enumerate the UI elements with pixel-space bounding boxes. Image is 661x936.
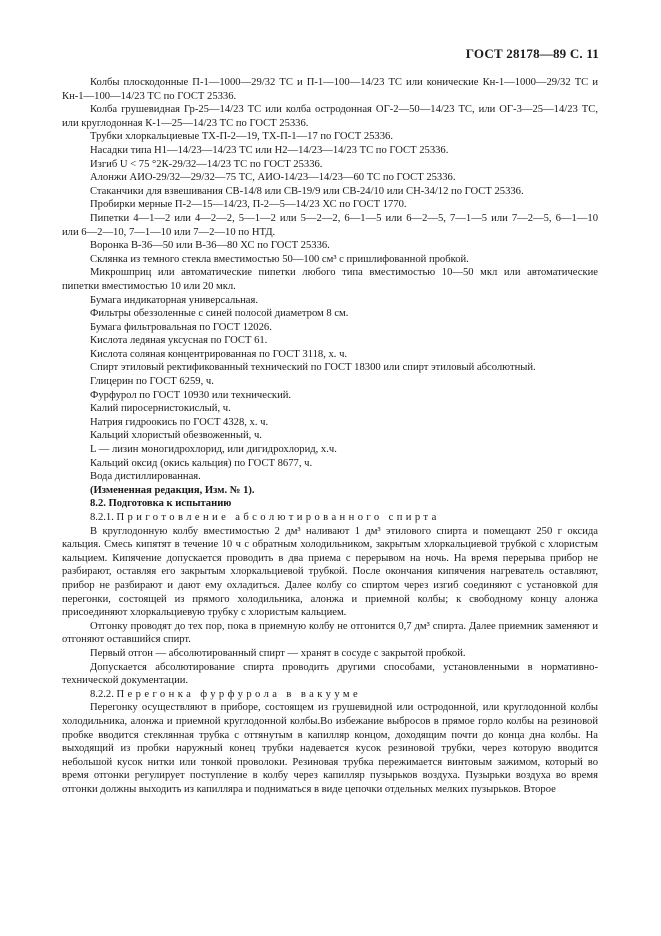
section-heading bbox=[62, 688, 598, 702]
page-header: ГОСТ 28178—89 С. 11 bbox=[465, 46, 599, 61]
paragraph: Калий пиросернистокислый, ч. bbox=[90, 403, 231, 415]
paragraph: Кислота ледяная уксусная по ГОСТ 61. bbox=[90, 335, 268, 347]
paragraph: Пробирки мерные П-2—15—14/23, П-2—5—14/23 ХС по ГОСТ 1770. bbox=[90, 199, 407, 211]
paragraph: Бумага фильтровальная по ГОСТ 12026. bbox=[90, 321, 272, 333]
paragraph: Кальций оксид (окись кальция) по ГОСТ 8677, ч. bbox=[90, 457, 313, 469]
paragraph: Изгиб U < 75 °2К-29/32—14/23 ТС по ГОСТ 25336. bbox=[90, 158, 323, 170]
paragraph: Допускается абсолютирование спирта проводить другими способами, установленными в нормативно-технической документации. bbox=[62, 661, 598, 687]
paragraph: Отгонку проводят до тех пор, пока в приемную колбу не отгонится 0,7 дм³ спирта. Далее приемник заменяют и отгоняют оставшийся спирт. bbox=[62, 620, 598, 646]
paragraph: Микрошприц или автоматические пипетки любого типа вместимостью 10—50 мкл или автоматические пипетки вместимостью 10 или 20 мкл. bbox=[62, 267, 598, 292]
document-body bbox=[62, 76, 598, 796]
paragraph: Фурфурол по ГОСТ 10930 или технический. bbox=[90, 389, 292, 401]
paragraph: Склянка из темного стекла вместимостью 50—100 см³ с пришлифованной пробкой. bbox=[90, 253, 469, 265]
paragraph: Первый отгон — абсолютированный спирт — хранят в сосуде с закрытой пробкой. bbox=[90, 647, 466, 659]
paragraph: Воронка В-36—50 или В-36—80 ХС по ГОСТ 25336. bbox=[90, 240, 330, 252]
paragraph: В круглодонную колбу вместимостью 2 дм³ наливают 1 дм³ этилового спирта и помещают 250 г оксида кальция. Смесь кипятят в течение 10 ч с обратным холодильником, закрытым хлоркальциевой трубкой с хлористым кальцием. Кипячение допускается проводить в два приема с перерывом на ночь. На время перерыва прибор не разбирают, оставляя его закрытым хлоркальциевой трубкой. После окончания кипячения нагреватель оставляют, прибор не разбирают и дают ему охладиться. Далее колбу со спиртом через изгиб соединяют с установкой для перегонки, состоящей из прямого холодильника, алонжа и приемной колбы; к свободному концу алонжа присоединяют хлоркальциевую трубку с хлористым кальцием. bbox=[62, 525, 598, 619]
paragraph: Бумага индикаторная универсальная. bbox=[90, 294, 259, 306]
paragraph: 8.2. Подготовка к испытанию bbox=[90, 498, 232, 510]
paragraph: Перегонку осуществляют в приборе, состоящем из грушевидной или остродонной, или круглодонной колбы холодильника, алонжа и приемной круглодонной колбы.Во избежание выбросов в прямое горло колбы на резиновой пробке вводится стеклянная трубка с оттянутым в капилляр концом, доходящим почти до конца дна колбы. На выходящий из пробки наружный конец трубки надевается кусок резиновой трубки, через которую вводится небольшой кусок нитки или тонкой проволоки. Резиновая трубка пережимается винтовым зажимом, который во время отгонки регулирует поступление в колбу через капилляр пузырьков воздуха. Пузырьки воздуха во время отгонки должны выходить из капилляра и подниматься в виде цепочки отдельных мелких пузырьков. Второе bbox=[62, 702, 598, 795]
paragraph: Натрия гидроокись по ГОСТ 4328, х. ч. bbox=[90, 416, 269, 428]
paragraph: Трубки хлоркальциевые ТХ-П-2—19, ТХ-П-1—17 по ГОСТ 25336. bbox=[90, 131, 393, 143]
section-number: 8.2.1. bbox=[90, 512, 114, 523]
paragraph: Алонжи АИО-29/32—29/32—75 ТС, АИО-14/23—14/23—60 ТС по ГОСТ 25336. bbox=[90, 172, 456, 184]
paragraph: Стаканчики для взвешивания СВ-14/8 или СВ-19/9 или СВ-24/10 или СН-34/12 по ГОСТ 25336. bbox=[90, 185, 524, 197]
paragraph: Кислота соляная концентрированная по ГОСТ 3118, х. ч. bbox=[90, 348, 348, 360]
paragraph: L — лизин моногидрохлорид, или дигидрохлорид, х.ч. bbox=[90, 444, 337, 456]
paragraph: Кальций хлористый обезвоженный, ч. bbox=[90, 430, 262, 442]
paragraph: Вода дистиллированная. bbox=[90, 471, 201, 483]
paragraph: (Измененная редакция, Изм. № 1). bbox=[90, 484, 255, 496]
paragraph: Пипетки 4—1—2 или 4—2—2, 5—1—2 или 5—2—2, 6—1—5 или 6—2—5, 7—1—5 или 7—2—5, 6—1—10 или 6—2—10, 7—1—10 или 7—2—10 по НТД. bbox=[62, 212, 598, 238]
paragraph: Насадки типа Н1—14/23—14/23 ТС или Н2—14/23—14/23 ТС по ГОСТ 25336. bbox=[90, 144, 449, 156]
section-title: Перегонка фурфурола в вакууме bbox=[116, 688, 362, 700]
paragraph: Фильтры обеззоленные с синей полосой диаметром 8 см. bbox=[90, 308, 349, 320]
section-title: Приготовление абсолютированного спирта bbox=[116, 512, 440, 523]
paragraph: Спирт этиловый ректификованный технический по ГОСТ 18300 или спирт этиловый абсолютный. bbox=[90, 362, 536, 374]
section-heading bbox=[62, 511, 598, 525]
section-number: 8.2.2. bbox=[90, 688, 114, 700]
paragraph: Колбы плоскодонные П-1—1000—29/32 ТС и П-1—100—14/23 ТС или конические Кн-1—1000—29/32 ТС и Кн-1—100—14/23 ТС по ГОСТ 25336. bbox=[62, 77, 598, 102]
paragraph: Глицерин по ГОСТ 6259, ч. bbox=[90, 376, 214, 388]
paragraph: Колба грушевидная Гр-25—14/23 ТС или колба остродонная ОГ-2—50—14/23 ТС, или ОГ-3—25—14/23 ТС, или круглодонная К-1—25—14/23 ТС по ГОСТ 25336. bbox=[62, 104, 598, 129]
